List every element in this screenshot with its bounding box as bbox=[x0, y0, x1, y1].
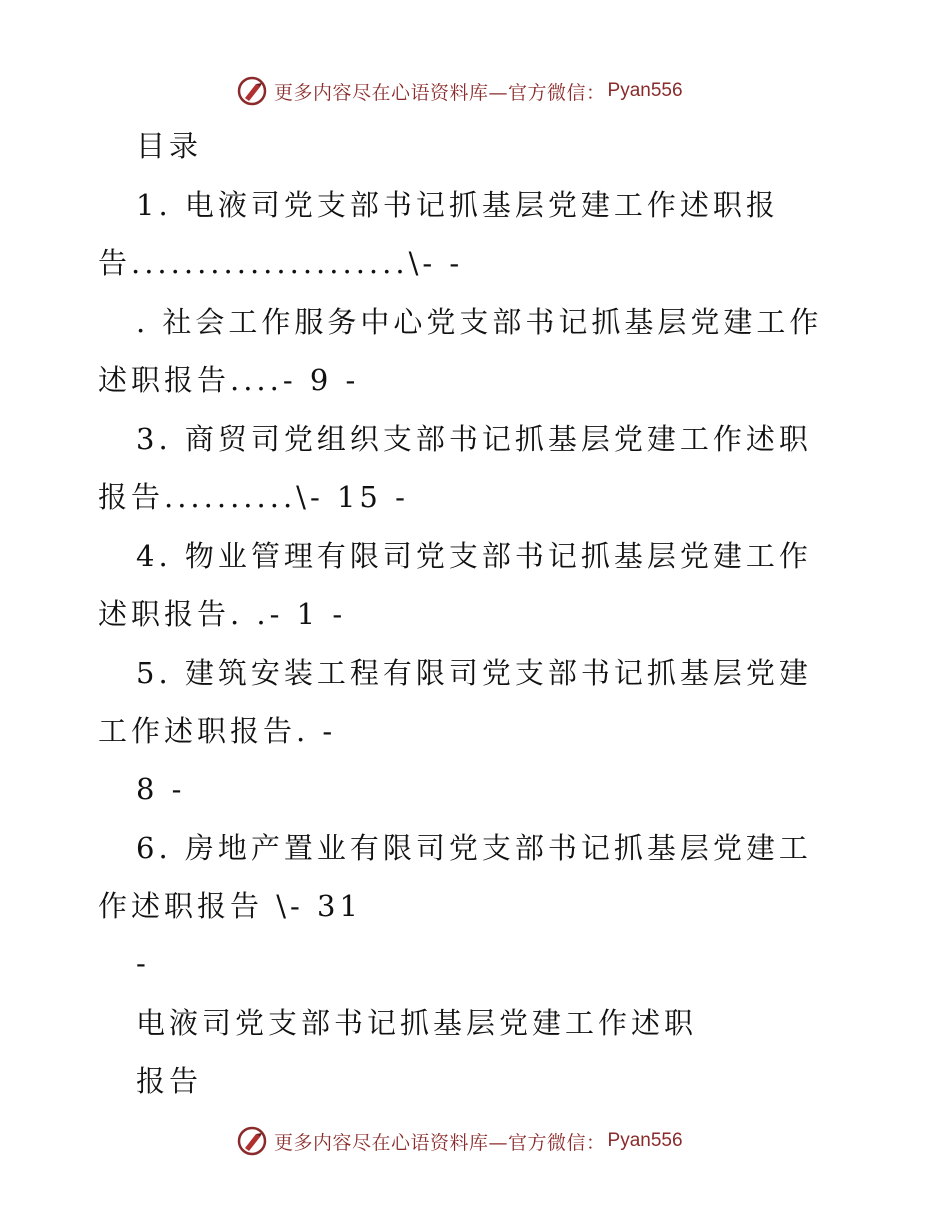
toc-heading: 目录 bbox=[136, 129, 203, 163]
toc-line: 6. 房地产置业有限司党支部书记抓基层党建工 bbox=[136, 831, 812, 865]
section-title-continued: 报告 bbox=[136, 1064, 203, 1098]
pen-logo-icon bbox=[236, 1125, 268, 1157]
watermark-text: 更多内容尽在心语资料库—官方微信： bbox=[274, 1131, 606, 1154]
watermark-banner-top bbox=[236, 73, 683, 109]
toc-line: 述职报告. .- 1 - bbox=[98, 597, 347, 631]
toc-line: 作述职报告 \- 31 bbox=[98, 889, 362, 923]
toc-line: 告.....................\- - bbox=[98, 246, 464, 280]
toc-line: 述职报告....- 9 - bbox=[98, 363, 360, 397]
toc-line: 工作述职报告. - bbox=[98, 714, 337, 748]
watermark-text: 更多内容尽在心语资料库—官方微信： bbox=[274, 81, 606, 104]
watermark-wechat-id: Pyan556 bbox=[607, 1130, 683, 1151]
toc-line: 4. 物业管理有限司党支部书记抓基层党建工作 bbox=[136, 539, 812, 573]
toc-line: 1. 电液司党支部书记抓基层党建工作述职报 bbox=[136, 188, 779, 222]
toc-line: - bbox=[136, 946, 150, 980]
section-title: 电液司党支部书记抓基层党建工作述职 bbox=[136, 1006, 698, 1040]
toc-line: . 社会工作服务中心党支部书记抓基层党建工作 bbox=[136, 305, 823, 339]
toc-line: 5. 建筑安装工程有限司党支部书记抓基层党建 bbox=[136, 656, 812, 690]
watermark-wechat-id: Pyan556 bbox=[607, 80, 683, 101]
toc-line: 3. 商贸司党组织支部书记抓基层党建工作述职 bbox=[136, 422, 812, 456]
pen-logo-icon bbox=[236, 75, 268, 107]
toc-line: 8 - bbox=[136, 772, 186, 806]
toc-line: 报告..........\- 15 - bbox=[98, 480, 409, 514]
watermark-banner-bottom bbox=[236, 1123, 683, 1159]
